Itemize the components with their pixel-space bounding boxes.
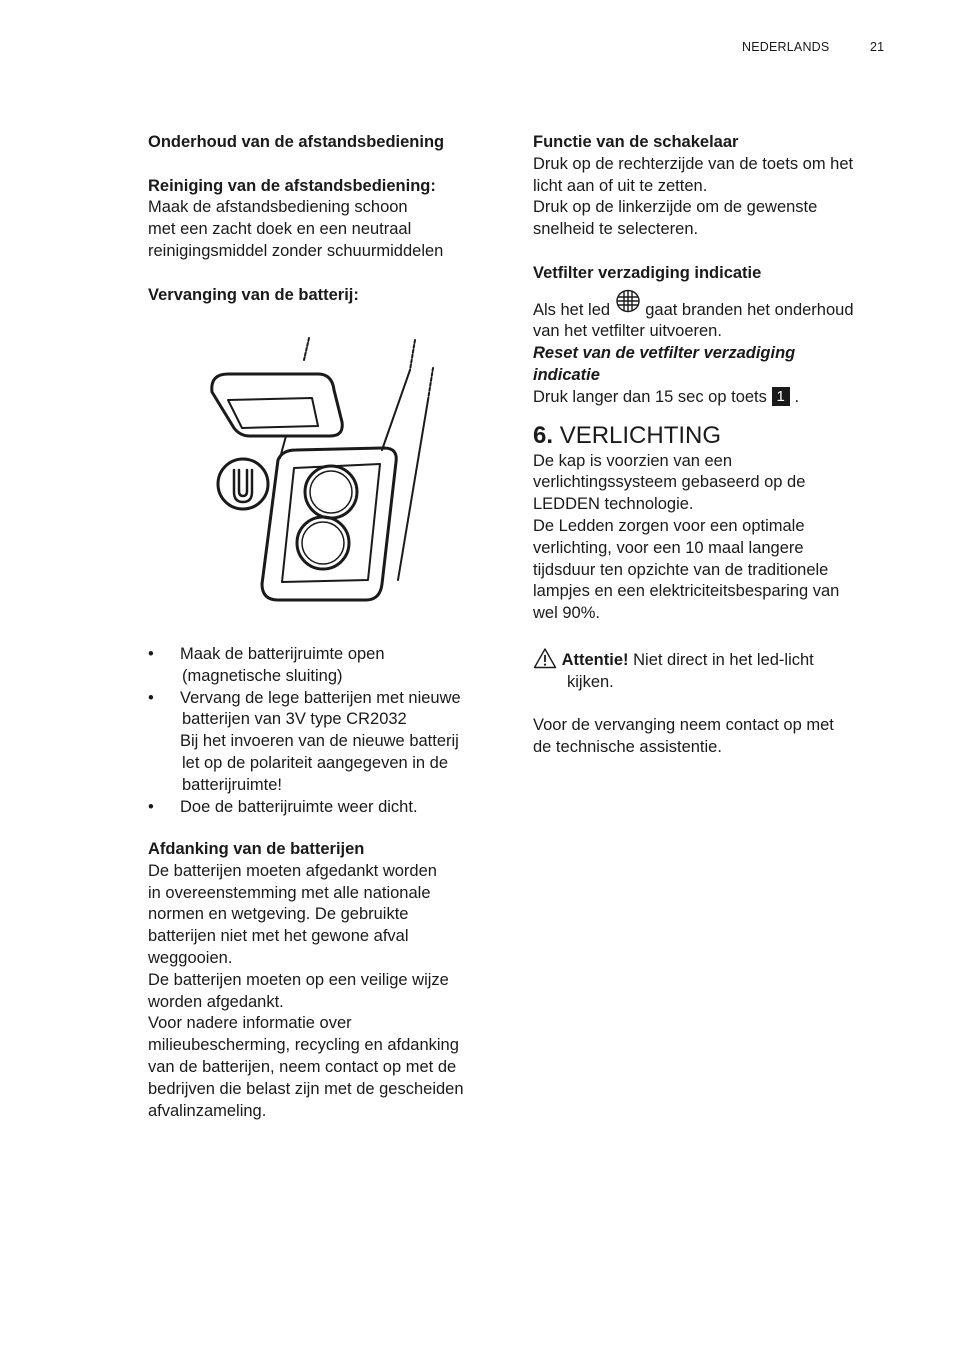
list-item-text: batterijen van 3V type CR2032 <box>182 710 407 729</box>
list-item <box>148 797 508 819</box>
lighting-line: De Ledden zorgen voor een optimale <box>533 516 805 535</box>
section-title <box>533 421 903 451</box>
list-item <box>148 644 508 666</box>
warning-line <box>533 647 903 672</box>
battery-replacement-illustration <box>200 330 450 615</box>
reset-instruction <box>533 387 903 409</box>
bullet-marker: • <box>148 797 154 816</box>
disposal-line: normen en wetgeving. De gebruikte <box>148 905 409 924</box>
disposal-line: worden afgedankt. <box>148 992 284 1011</box>
list-item-text: batterijruimte! <box>182 775 282 794</box>
disposal-section <box>148 839 518 1122</box>
bullet-marker: • <box>148 645 154 663</box>
heading-battery-replacement: Vervanging van de batterij: <box>148 285 359 304</box>
heading-maintenance: Onderhoud van de afstandsbediening <box>148 133 445 151</box>
filter-text-post: gaat branden het onderhoud <box>645 300 854 319</box>
reset-heading: Reset van de vetfilter verzadiging <box>533 344 796 363</box>
cleaning-line: reinigingsmiddel zonder schuurmiddelen <box>148 241 444 260</box>
heading-filter-indication: Vetfilter verzadiging indicatie <box>533 263 762 282</box>
warning-line: kijken. <box>567 672 614 691</box>
list-item-text: Vervang de lege batterijen met nieuwe <box>180 688 461 707</box>
header-language: NEDERLANDS <box>742 40 830 54</box>
reset-text: Druk langer dan 15 sec op toets <box>533 387 767 406</box>
disposal-line: De batterijen moeten op een veilige wijze <box>148 970 449 989</box>
disposal-line: van de batterijen, neem contact op met de <box>148 1057 457 1076</box>
disposal-line: Voor nadere informatie over <box>148 1014 352 1033</box>
list-item <box>148 688 508 710</box>
switch-line: snelheid te selecteren. <box>533 220 699 239</box>
key-1-badge: 1 <box>772 387 790 406</box>
list-item-text: (magnetische sluiting) <box>182 666 343 685</box>
lighting-line: verlichting, voor een 10 maal langere <box>533 538 804 557</box>
cleaning-line: met een zacht doek en een neutraal <box>148 220 412 239</box>
lighting-line: verlichtingssysteem gebaseerd op de <box>533 473 806 492</box>
switch-line: Druk op de rechterzijde van de toets om het <box>533 154 854 173</box>
list-item-text: let op de polariteit aangegeven in de <box>182 753 449 772</box>
filter-line <box>533 289 903 322</box>
warning-triangle-icon <box>533 647 557 669</box>
reset-period: . <box>794 387 800 406</box>
heading-disposal: Afdanking van de batterijen <box>148 840 365 858</box>
grease-filter-grid-icon <box>615 289 641 313</box>
lighting-line: wel 90%. <box>533 604 600 623</box>
switch-line: licht aan of uit te zetten. <box>533 176 708 195</box>
page-number: 21 <box>870 40 885 54</box>
disposal-line: batterijen niet met het gewone afval <box>148 927 409 946</box>
list-item-text: Bij het invoeren van de nieuwe batterij <box>180 732 459 751</box>
disposal-line: weggooien. <box>148 948 233 967</box>
disposal-line: in overeenstemming met alle nationale <box>148 883 431 902</box>
filter-text-pre: Als het led <box>533 300 611 319</box>
disposal-line: bedrijven die belast zijn met de gescheiden <box>148 1079 464 1098</box>
replacement-line: Voor de vervanging neem contact op met <box>533 716 834 735</box>
filter-line: van het vetfilter uitvoeren. <box>533 322 722 341</box>
battery-steps-list <box>148 644 508 818</box>
replacement-line: de technische assistentie. <box>533 738 722 757</box>
warning-label: Attentie! <box>561 650 629 669</box>
list-item-text: Maak de batterijruimte open <box>180 645 385 663</box>
lighting-line: LEDDEN technologie. <box>533 495 694 514</box>
section-number: 6. <box>533 421 554 449</box>
lighting-line: lampjes en een elektriciteitsbesparing van <box>533 582 840 601</box>
section-heading: VERLICHTING <box>559 421 722 449</box>
switch-line: Druk op de linkerzijde om de gewenste <box>533 198 818 217</box>
disposal-line: milieubescherming, recycling en afdanking <box>148 1036 459 1055</box>
list-item-text: Doe de batterijruimte weer dicht. <box>180 797 418 816</box>
cleaning-line: Maak de afstandsbediening schoon <box>148 198 408 217</box>
disposal-line: afvalinzameling. <box>148 1101 267 1120</box>
lighting-line: De kap is voorzien van een <box>533 451 733 470</box>
lighting-line: tijdsduur ten opzichte van de traditionele <box>533 560 829 579</box>
right-column <box>533 132 903 759</box>
heading-switch-function: Functie van de schakelaar <box>533 133 739 151</box>
warning-text: Niet direct in het led-licht <box>633 650 814 669</box>
heading-cleaning: Reiniging van de afstandsbediening: <box>148 176 436 195</box>
magnet-symbol-icon <box>234 470 252 502</box>
left-column-top <box>148 132 508 306</box>
bullet-marker: • <box>148 688 154 707</box>
disposal-line: De batterijen moeten afgedankt worden <box>148 861 437 880</box>
reset-heading: indicatie <box>533 365 600 384</box>
